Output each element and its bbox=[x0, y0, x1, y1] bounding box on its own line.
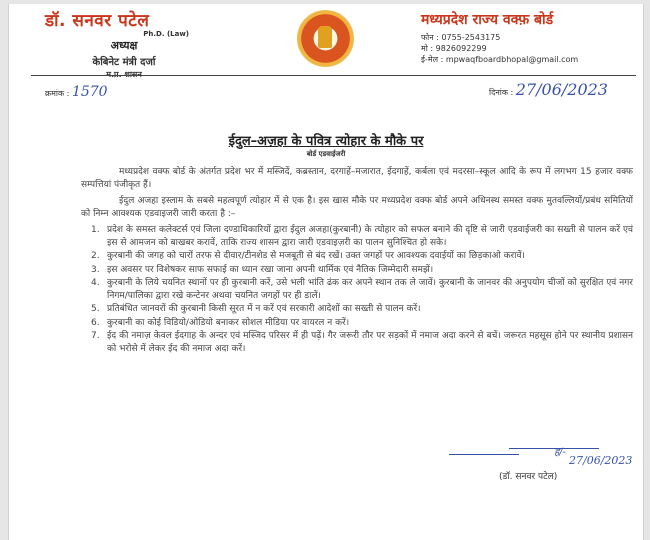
item-number: 4. bbox=[91, 278, 100, 288]
item-text: कुरबानी के लिये चयनित स्थानों पर ही कुरबानी करें, उसे भली भांति ढंक कर अपने स्थान तक ले जावें। कुरबानी के जानवर की अनुपयोग चीजों को सुरक्षित एवं नगर निगम/पालिका द्वारा रखे कन्टेनर अथवा चयनित जगहों पर ही डालें। bbox=[107, 278, 633, 301]
intro-paragraph: मध्यप्रदेश वक्फ बोर्ड के अंतर्गत प्रदेश भर में मस्जिदें, कब्रस्तान, दरगाहें–मजारात, ईदगाहें, कर्बला एवं मदरसा–स्कूल आदि के रूप में लगभग 15 हजार वक्फ सम्पत्तियां पंजीकृत हैं। bbox=[81, 167, 633, 190]
phone-value: 0755-2543175 bbox=[441, 33, 501, 42]
item-number: 5. bbox=[91, 304, 100, 314]
letterhead-divider bbox=[31, 75, 636, 76]
email-line bbox=[421, 54, 641, 65]
item-text: इस अवसर पर विशेषकर साफ सफाई का ध्यान रखा जाना अपनी धार्मिक एवं नैतिक जिम्मेदारी समझें। bbox=[107, 264, 434, 275]
document-title: ईदुल–अज़हा के पवित्र त्योहार के मौके पर bbox=[228, 134, 424, 149]
item-number: 7. bbox=[91, 331, 100, 341]
letterhead-left bbox=[45, 8, 199, 80]
mobile-line bbox=[421, 43, 641, 54]
phone-label: फोन : bbox=[421, 33, 439, 42]
item-text: कुरबानी की जगह को चारों तरफ से दीवार/टीनशेड से मजबूती से बंद रखें। उक्त जगहों पर आवश्यक दवाईयों का छिड़काओ करावें। bbox=[107, 251, 525, 261]
email-value: mpwaqfboardbhopal@gmail.com bbox=[445, 55, 579, 64]
advisory-item bbox=[81, 303, 633, 316]
advisory-item bbox=[81, 224, 633, 249]
reference-number bbox=[45, 84, 108, 100]
contact-block bbox=[421, 32, 641, 65]
document-body bbox=[81, 166, 633, 356]
item-number: 6. bbox=[91, 317, 100, 328]
item-text: प्रतिबंधित जानवरों की कुरबानी किसी सूरत में न करें एवं सरकारी आदेशों का सख्ती से पालन करें। bbox=[107, 304, 421, 314]
state-emblem-icon bbox=[297, 10, 354, 67]
item-number: 1. bbox=[91, 225, 100, 235]
document-page bbox=[8, 4, 644, 540]
advisory-intro-paragraph: ईदुल अजहा इस्लाम के सबसे महत्वपूर्ण त्योहार में से एक है। इस खास मौके पर मध्यप्रदेश वक्फ बोर्ड अपने अधिनस्थ समस्त वक्फ मुतवल्लियों/प्रबंध समितियों को निम्न आवश्यक एडवाइजरी जारी करता है :– bbox=[81, 196, 633, 219]
item-number: 2. bbox=[91, 251, 100, 261]
item-text: प्रदेश के समस्त कलेक्टर्स एवं जिला दण्डाधिकारियों द्वारा ईदुल अजहा(कुरबानी) के त्योहार को सफल बनाने की दृष्टि से जारी एडवाईजरी का सख्ती से पालन करें एवं इस से आमजन को बाखबर करावें, ताकि राज्य शासन द्वारा जारी एडवाइज़री का पालन सुनिश्चित हो सके। bbox=[107, 225, 633, 248]
chairman-rank: केबिनेट मंत्री दर्जा bbox=[92, 57, 156, 68]
signature-date: 27/06/2023 bbox=[569, 454, 633, 467]
chairman-name: डॉ. सनवर पटेल bbox=[45, 11, 150, 31]
reference-date-value: 27/06/2023 bbox=[515, 80, 608, 99]
advisory-item bbox=[81, 250, 633, 263]
advisory-item bbox=[81, 277, 633, 302]
signature-stroke bbox=[449, 454, 519, 455]
reference-number-value: 1570 bbox=[71, 84, 108, 100]
item-text: कुरबानी का कोई विडियो/ओडियो बनाकर सोशल मीडिया पर वायरल न करें। bbox=[107, 317, 350, 328]
chairman-role: अध्यक्ष bbox=[110, 39, 138, 52]
signatory-name: (डॉ. सनवर पटेल) bbox=[499, 472, 558, 482]
signature-block bbox=[449, 444, 639, 494]
chairman-degree: Ph.D. (Law) bbox=[143, 30, 189, 38]
signature-mark: ह/- bbox=[554, 447, 567, 458]
mobile-label: मो : bbox=[421, 44, 434, 53]
document-subtitle: बोर्ड एडवाईजरी bbox=[306, 150, 346, 158]
advisory-list bbox=[81, 224, 633, 355]
item-text: ईद की नमाज़ केवल ईदगाह के अन्दर एवं मस्जिद परिसर में ही पढ़ें। गैर जरूरी तौर पर सड़कों में नमाज अदा करने से बचें। जरूरत महसूस होने पर स्थानीय प्रशासन को भरोसे में लेकर ईद की नमाज अदा करें। bbox=[107, 331, 633, 354]
advisory-item bbox=[81, 317, 633, 330]
emblem-lion-capital bbox=[318, 26, 332, 48]
reference-date bbox=[489, 80, 608, 99]
item-number: 3. bbox=[91, 264, 100, 275]
organization-name: मध्यप्रदेश राज्य वक्फ़ बोर्ड bbox=[421, 12, 554, 28]
advisory-item bbox=[81, 264, 633, 277]
reference-date-label: दिनांक : bbox=[489, 88, 514, 97]
email-label: ई-मेल : bbox=[421, 55, 444, 64]
mobile-value: 9826092299 bbox=[435, 44, 487, 53]
letterhead-right bbox=[421, 10, 641, 65]
advisory-item bbox=[81, 330, 633, 355]
reference-number-label: क्रमांक : bbox=[45, 89, 70, 98]
phone-line bbox=[421, 32, 641, 43]
